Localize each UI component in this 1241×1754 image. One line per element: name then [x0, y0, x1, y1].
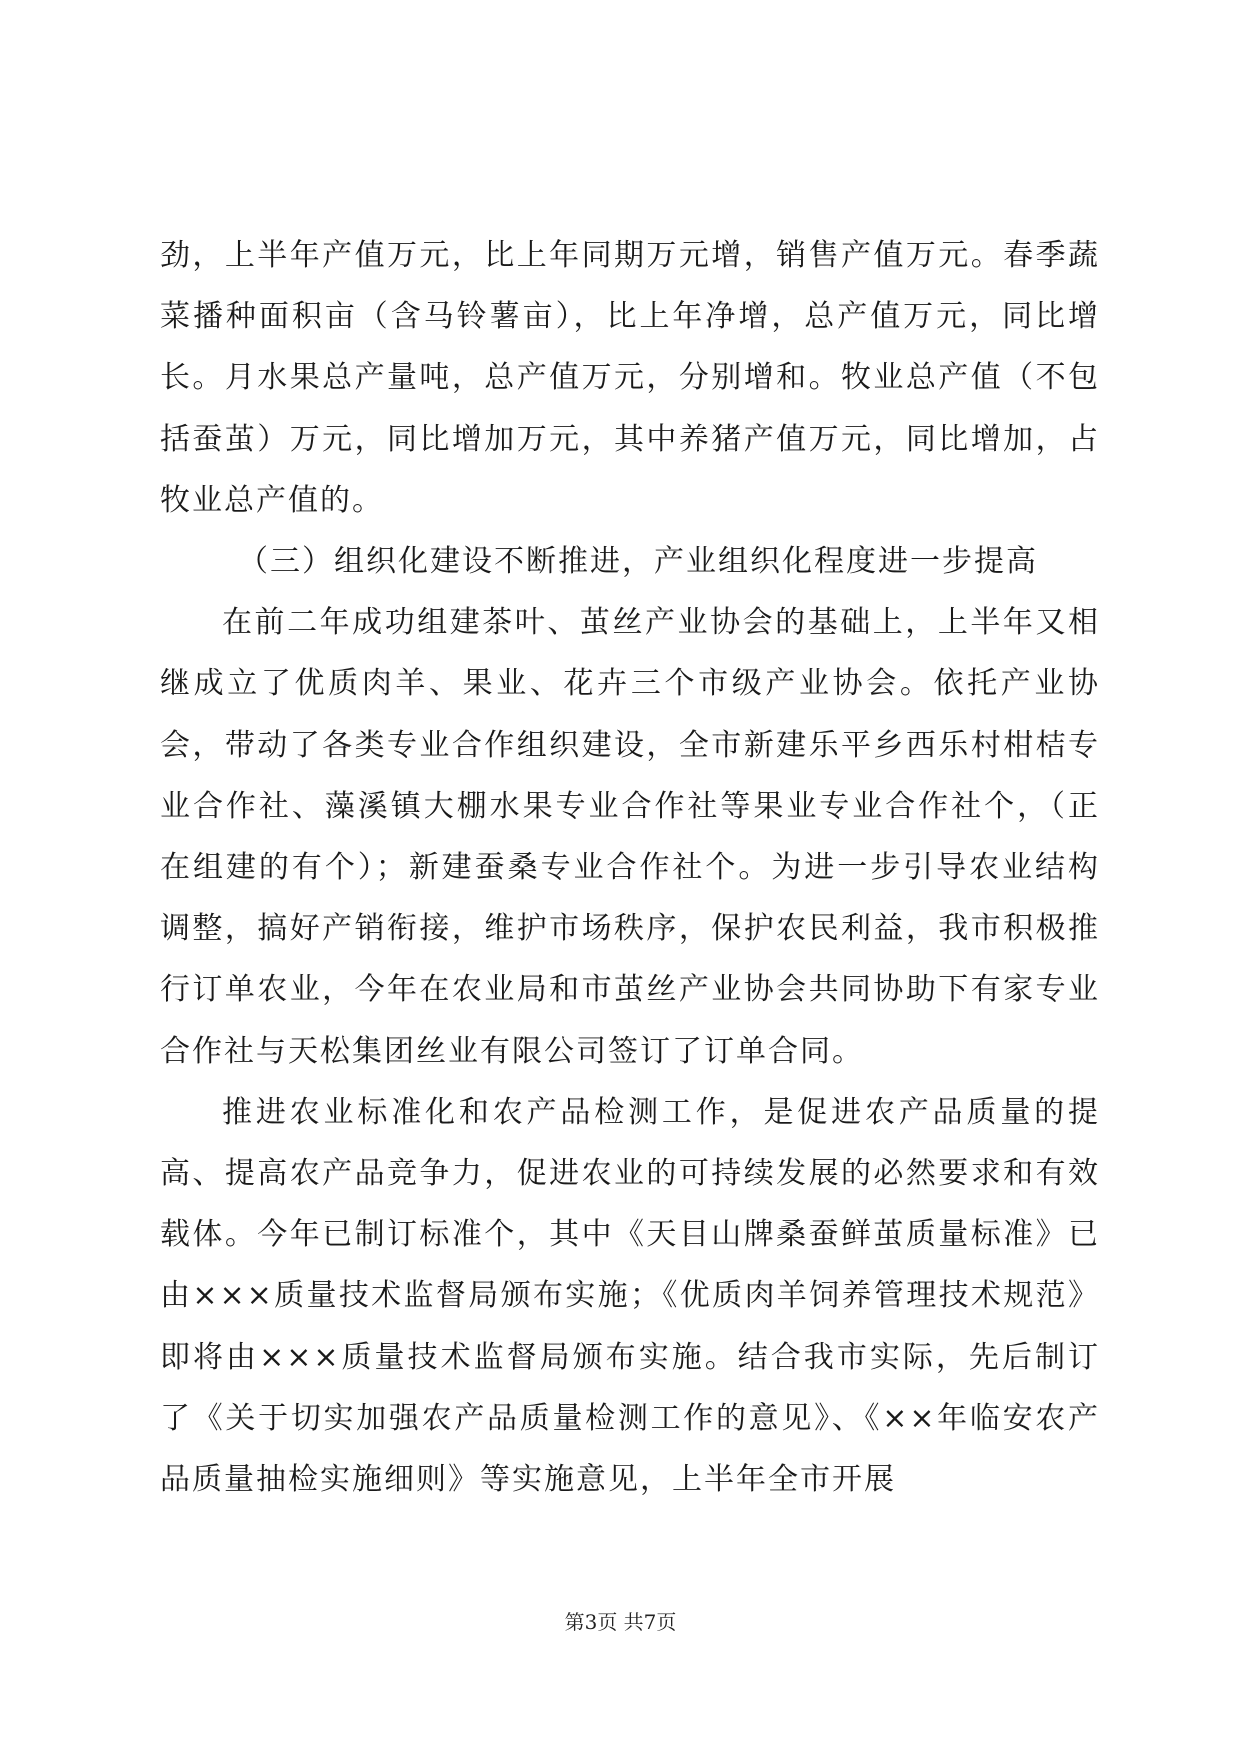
section-heading: （三）组织化建设不断推进，产业组织化程度进一步提高	[238, 544, 1038, 580]
paragraph-standardization: 推进农业标准化和农产品检测工作，是促进农产品质量的提高、提高农产品竞争力，促进农业的可持续发展的必然要求和有效载体。今年已制订标准个，其中《天目山牌桑蚕鲜茧质量标准》已由×××质量技术监督局颁布实施；《优质肉羊饲养管理技术规范》即将由×××质量技术监督局颁布实施。结合我市实际，先后制订了《关于切实加强农产品质量检测工作的意见》、《××年临安农产品质量抽检实施细则》等实施意见，上半年全市开展	[160, 1094, 1100, 1498]
page-footer: 第3页 共7页	[564, 1610, 677, 1634]
paragraph-continuation: 劲，上半年产值万元，比上年同期万元增，销售产值万元。春季蔬菜播种面积亩（含马铃薯亩），比上年净增，总产值万元，同比增长。月水果总产量吨，总产值万元，分别增和。牧业总产值（不包括蚕茧）万元，同比增加万元，其中养猪产值万元，同比增加，占牧业总产值的。	[160, 238, 1100, 518]
document-body	[160, 225, 1100, 1510]
paragraph-organization: 在前二年成功组建茶叶、茧丝产业协会的基础上，上半年又相继成立了优质肉羊、果业、花卉三个市级产业协会。依托产业协会，带动了各类专业合作组织建设，全市新建乐平乡西乐村柑桔专业合作社、藻溪镇大棚水果专业合作社等果业专业合作社个，（正在组建的有个）；新建蚕桑专业合作社个。为进一步引导农业结构调整，搞好产销衔接，维护市场秩序，保护农民利益，我市积极推行订单农业，今年在农业局和市茧丝产业协会共同协助下有家专业合作社与天松集团丝业有限公司签订了订单合同。	[160, 605, 1100, 1069]
